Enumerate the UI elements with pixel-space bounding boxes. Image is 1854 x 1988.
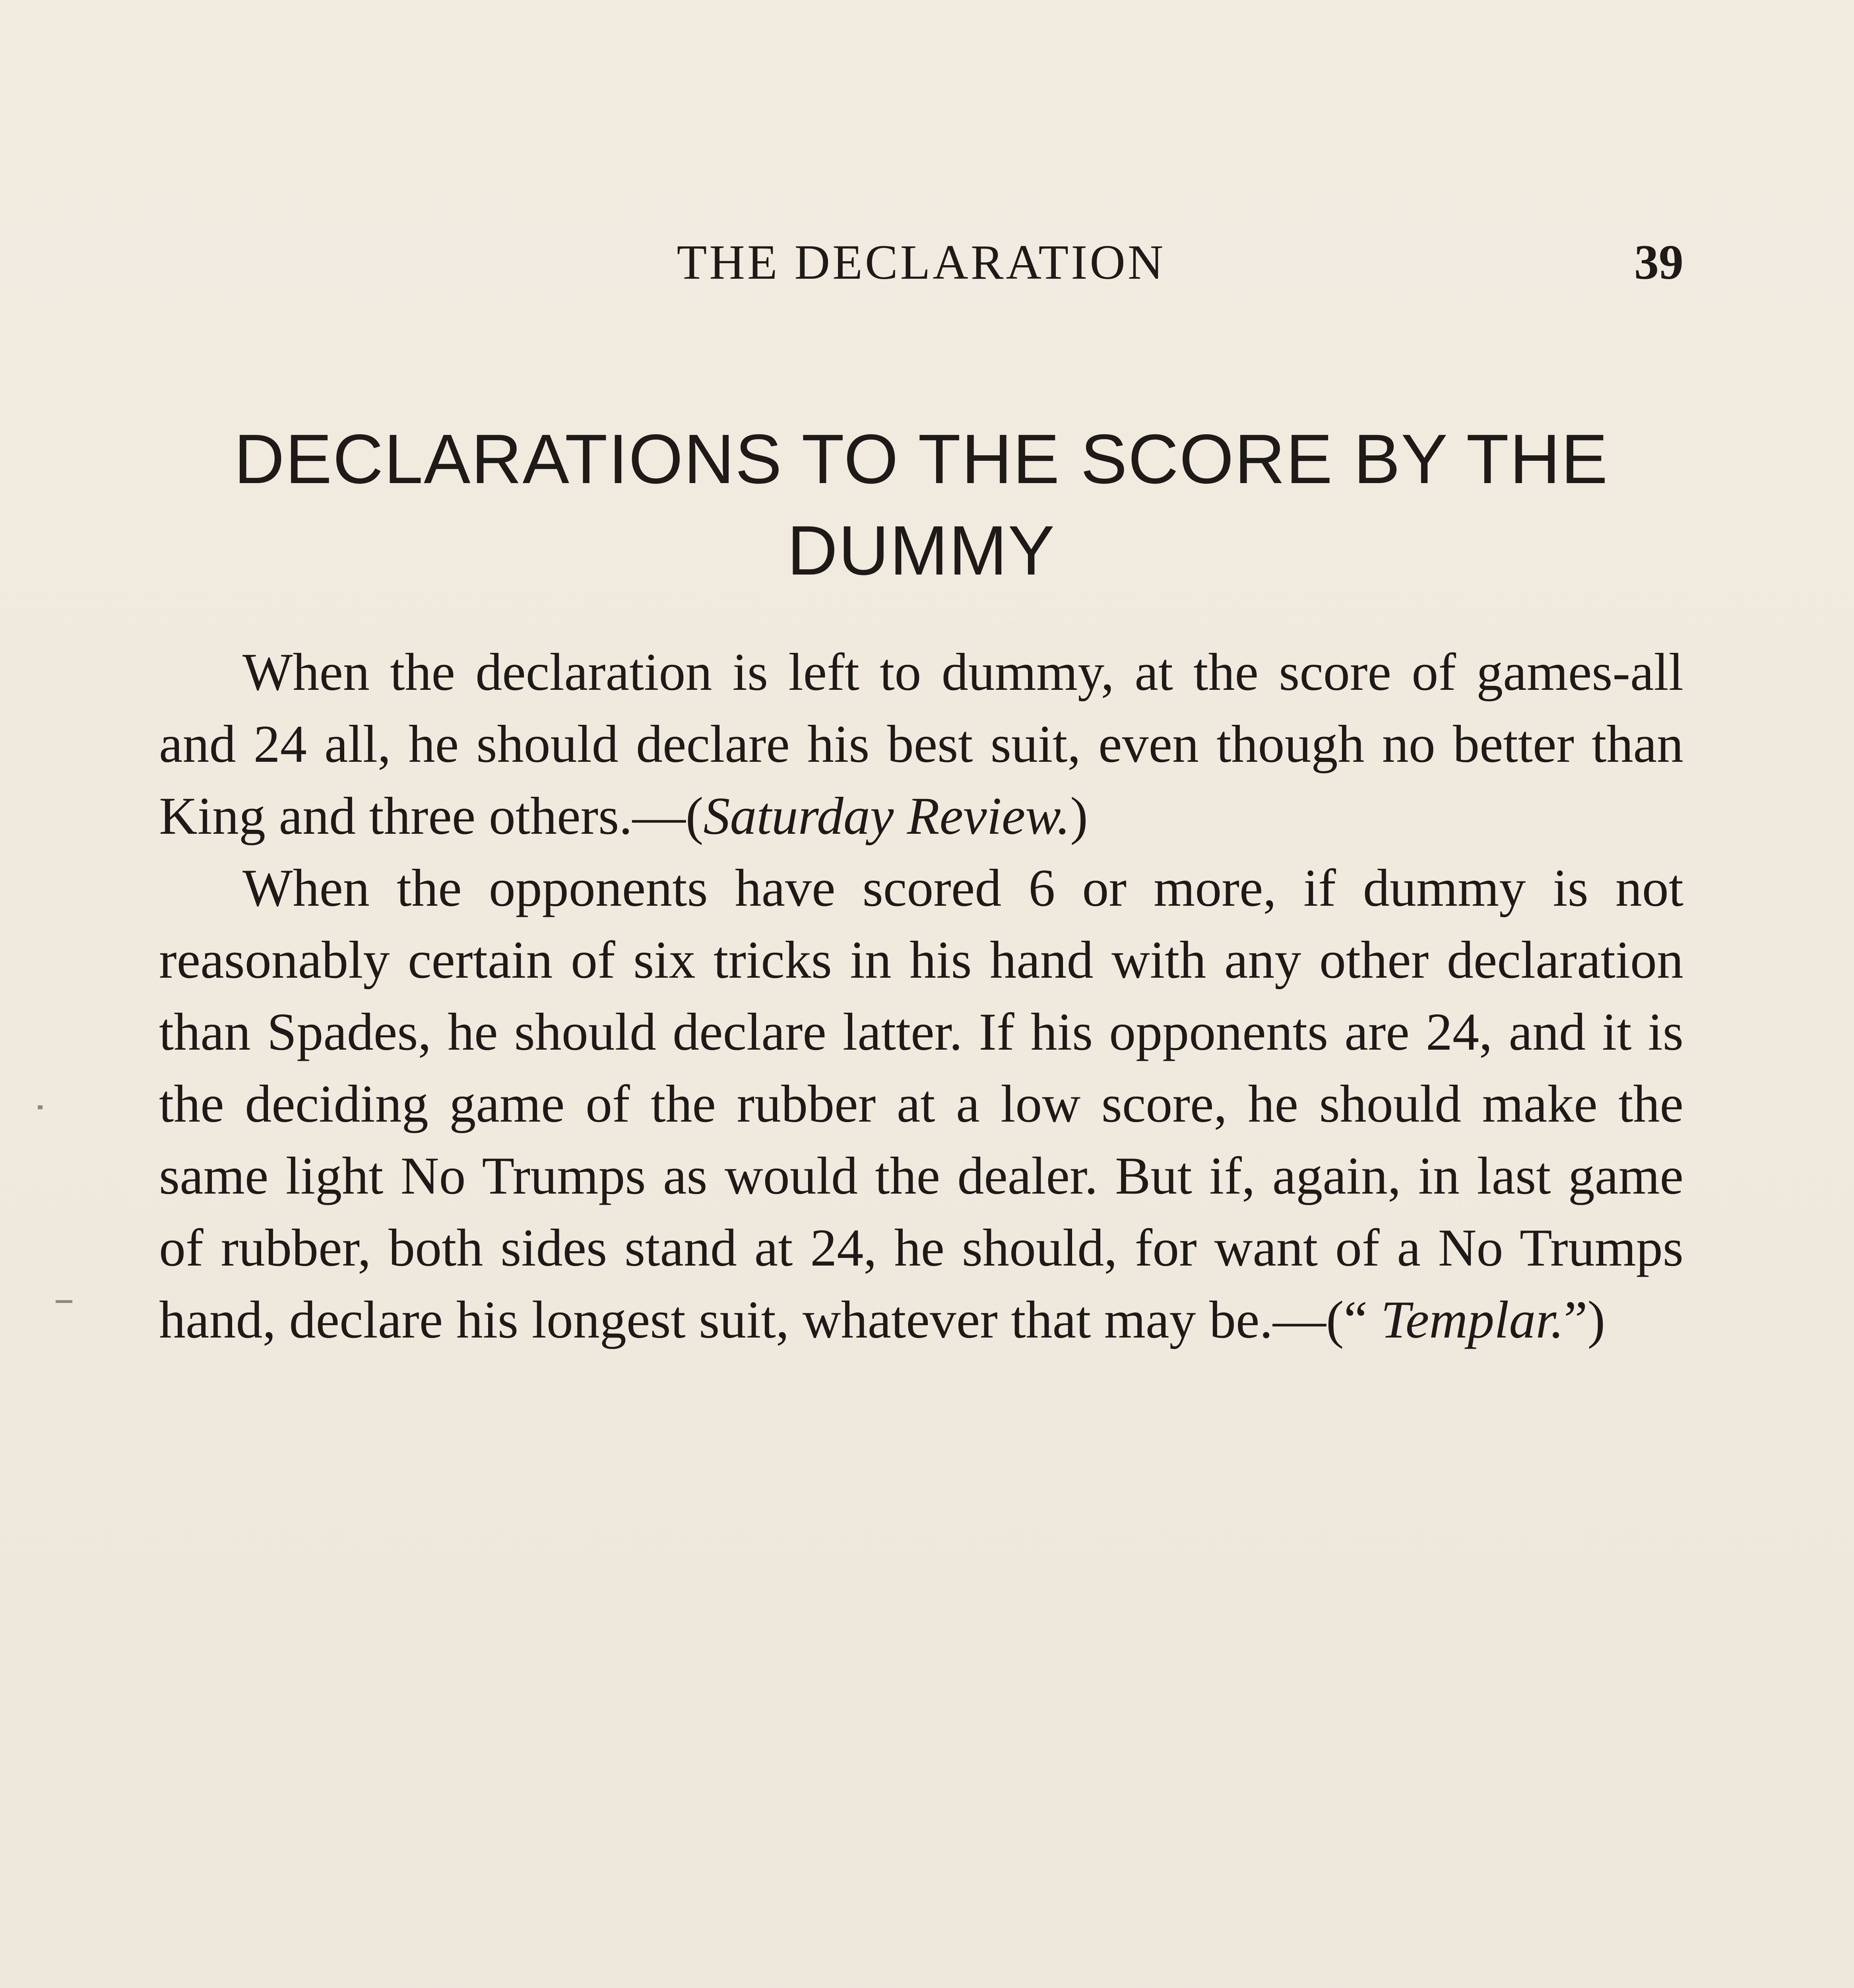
paragraph-text: When the opponents have scored 6 or more, if dummy is not reasonably certain of six tricks in his hand with any other declaration than Spades, he should declare latter. If his opponents are 24, and it is the deciding game of the rubber at a low score, he should make the same light No Trumps as would the dealer. But if, again, in last game of rubber, both sides stand at 24, he should, for want of a No Trumps hand, declare his longest suit, whatever that may be.—(“ [159,858,1683,1349]
page-number: 39 [1634,235,1683,289]
source-citation: Saturday Review. [703,786,1071,845]
running-head [159,231,1683,294]
paragraph [159,852,1683,1356]
scan-speck [56,1300,72,1303]
source-citation: Templar. [1381,1290,1564,1349]
citation-close: ”) [1564,1290,1606,1349]
paragraph [159,636,1683,852]
body-text [159,636,1683,1356]
section-heading: DECLARATIONS TO THE SCORE BY THE DUMMY [234,420,1609,590]
paragraph-text: When the declaration is left to dummy, at the score of games-all and 24 all, he should declare his best suit, even though no better than King and three others.—( [159,643,1683,845]
running-title: THE DECLARATION [677,235,1166,289]
citation-close: ) [1070,786,1088,845]
scan-speck [38,1105,43,1109]
